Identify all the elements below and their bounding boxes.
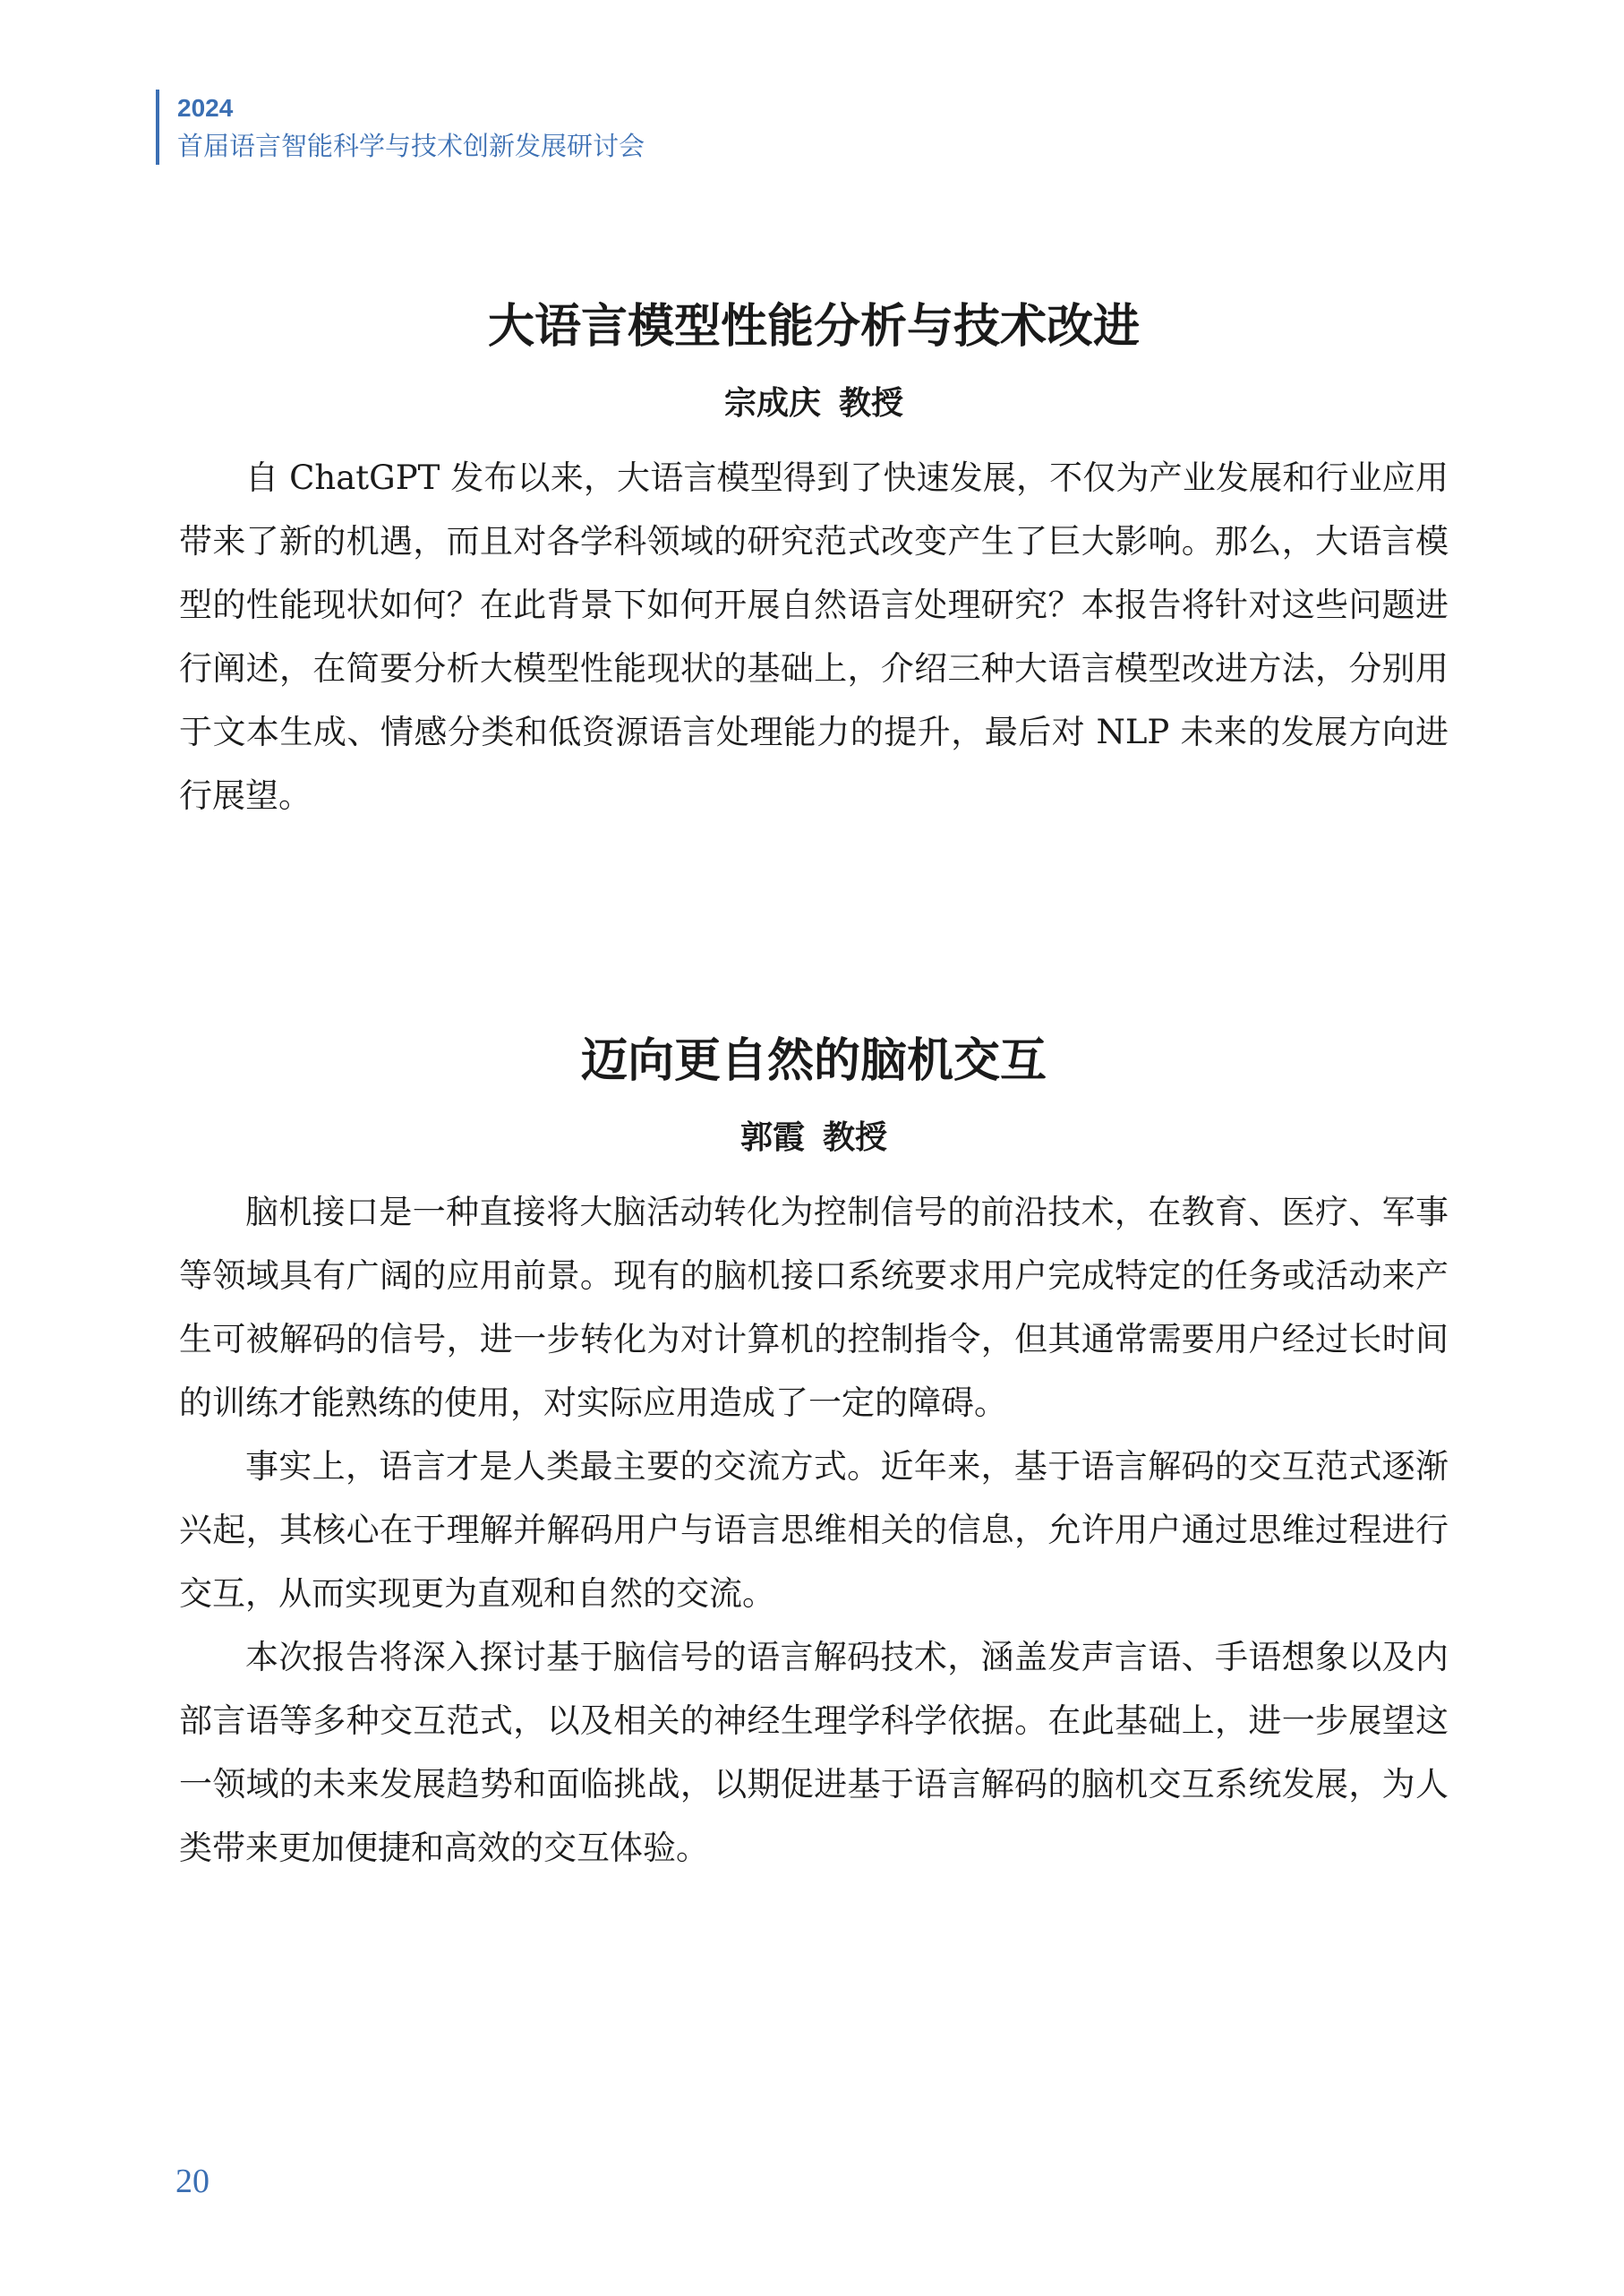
abstract-paragraph: 脑机接口是一种直接将大脑活动转化为控制信号的前沿技术，在教育、医疗、军事等领域具有广阔的应用前景。现有的脑机接口系统要求用户完成特定的任务或活动来产生可被解码的信号，进一步转化为对计算机的控制指令，但其通常需要用户经过长时间的训练才能熟练的使用，对实际应用造成了一定的障碍。 xyxy=(179,1193,1449,1422)
article-1 xyxy=(179,296,1449,827)
abstract-paragraph: 本次报告将深入探讨基于脑信号的语言解码技术，涵盖发声言语、手语想象以及内部言语等多种交互范式，以及相关的神经生理学科学依据。在此基础上，进一步展望这一领域的未来发展趋势和面临挑战，以期促进基于语言解码的脑机交互系统发展，为人类带来更加便捷和高效的交互体验。 xyxy=(179,1638,1449,1867)
author-title: 教授 xyxy=(839,385,904,422)
article-title: 迈向更自然的脑机交互 xyxy=(580,1034,1047,1088)
abstract-paragraph: 事实上，语言才是人类最主要的交流方式。近年来，基于语言解码的交互范式逐渐兴起，其核心在于理解并解码用户与语言思维相关的信息，允许用户通过思维过程进行交互，从而实现更为直观和自然的交流。 xyxy=(179,1447,1449,1613)
article-author xyxy=(179,1116,1449,1161)
header-conference-name: 首届语言智能科学与技术创新发展研讨会 xyxy=(177,131,645,161)
article-2 xyxy=(179,1030,1449,1880)
header-accent-bar xyxy=(156,90,159,165)
page-number: 20 xyxy=(175,2163,209,2200)
author-title: 教授 xyxy=(823,1119,888,1156)
author-name: 郭霞 xyxy=(739,1119,805,1156)
header-year: 2024 xyxy=(177,94,234,122)
article-author xyxy=(179,381,1449,426)
article-title: 大语言模型性能分析与技术改进 xyxy=(487,300,1140,354)
author-name: 宗成庆 xyxy=(723,385,821,422)
abstract-paragraph: 自 ChatGPT 发布以来，大语言模型得到了快速发展，不仅为产业发展和行业应用带来了新的机遇，而且对各学科领域的研究范式改变产生了巨大影响。那么，大语言模型的性能现状如何？在此背景下如何开展自然语言处理研究？本报告将针对这些问题进行阐述，在简要分析大模型性能现状的基础上，介绍三种大语言模型改进方法，分别用于文本生成、情感分类和低资源语言处理能力的提升，最后对 NLP 未来的发展方向进行展望。 xyxy=(179,458,1449,815)
